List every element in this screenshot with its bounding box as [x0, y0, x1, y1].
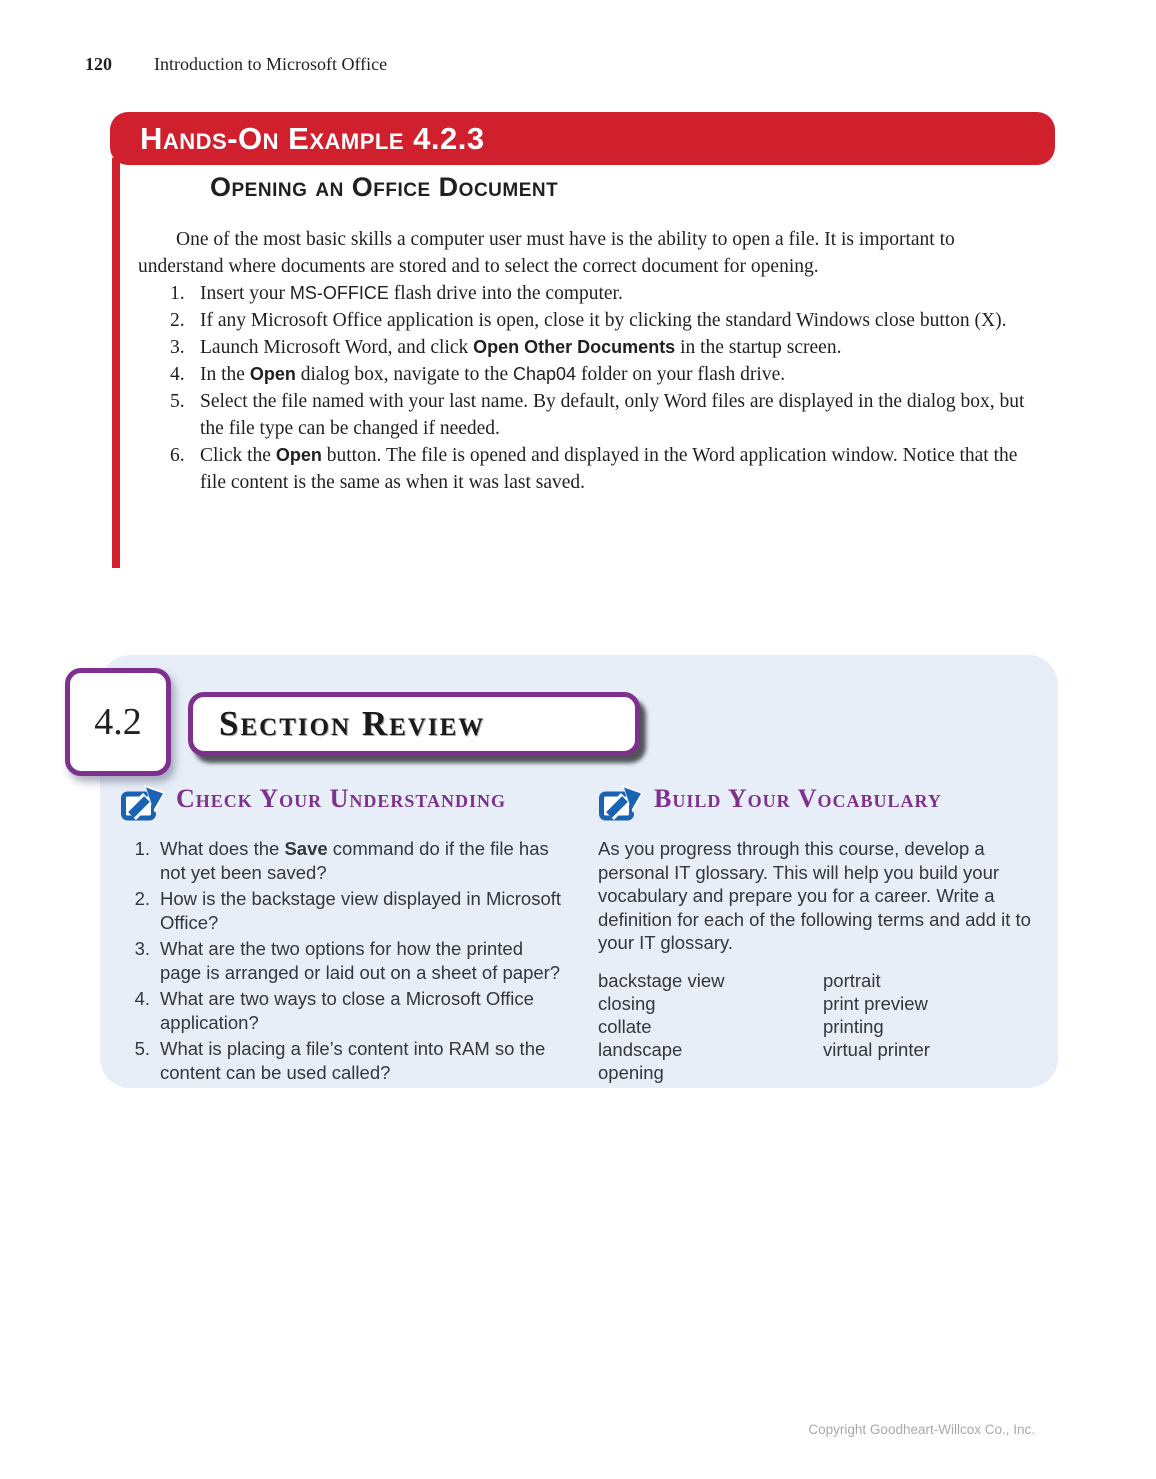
- vocab-term: collate: [598, 1015, 652, 1037]
- running-head: [85, 54, 387, 75]
- build-your-vocabulary-column: [598, 783, 1044, 1087]
- section-review-titlebox: [188, 692, 640, 756]
- hands-on-body: [138, 226, 1042, 496]
- vocab-term: backstage view: [598, 969, 725, 991]
- review-columns: [120, 783, 1044, 1087]
- vocab-term: portrait: [823, 969, 881, 991]
- build-your-vocabulary-header: [598, 783, 1044, 827]
- vocab-term: printing: [823, 1015, 884, 1037]
- page-number: 120: [85, 54, 112, 74]
- vocab-term: closing: [598, 992, 656, 1014]
- vocab-term: opening: [598, 1061, 664, 1083]
- question-item: What are the two options for how the printed page is arranged or laid out on a sheet of paper?: [160, 938, 561, 983]
- question-item: What are two ways to close a Microsoft Office application?: [160, 988, 534, 1033]
- question-item: What is placing a file’s content into RAM so the content can be used called?: [160, 1038, 546, 1083]
- copyright-line: Copyright Goodheart-Willcox Co., Inc.: [808, 1422, 1035, 1437]
- check-your-understanding-heading: Check Your Understanding: [176, 784, 507, 813]
- external-arrow-icon: [598, 785, 642, 827]
- hands-on-banner-label: Hands-On Example 4.2.3: [140, 121, 485, 156]
- step-item: If any Microsoft Office application is open, close it by clicking the standard Windows close button (X).: [200, 310, 1007, 331]
- vocab-term: print preview: [823, 992, 928, 1014]
- red-spine-rule: [112, 158, 120, 568]
- hands-on-steps: [138, 280, 1042, 496]
- running-title: Introduction to Microsoft Office: [154, 54, 388, 74]
- section-review-panel: [94, 655, 1058, 1088]
- check-your-understanding-column: [120, 783, 568, 1087]
- step-item: Click the Open button. The file is opened and displayed in the Word application window. Notice that the file content is the same as when it was last saved.: [200, 445, 1018, 493]
- vocabulary-intro: As you progress through this course, develop a personal IT glossary. This will help you build your vocabulary and prepare you for a career. Write a definition for each of the following terms and add it to your IT glossary.: [598, 838, 1031, 953]
- step-item: Select the file named with your last name. By default, only Word files are displayed in the dialog box, but the file type can be changed if needed.: [200, 391, 1025, 439]
- step-item: Insert your MS-OFFICE flash drive into the computer.: [200, 283, 623, 304]
- vocab-term: virtual printer: [823, 1038, 930, 1060]
- section-number-badge: [65, 668, 171, 776]
- vocabulary-terms-column-2: [823, 969, 930, 1084]
- external-arrow-icon: [120, 785, 164, 827]
- understanding-questions: [128, 837, 568, 1085]
- check-your-understanding-header: [120, 783, 568, 827]
- vocab-term: landscape: [598, 1038, 683, 1060]
- build-your-vocabulary-heading: Build Your Vocabulary: [654, 784, 942, 813]
- vocabulary-term-lists: [598, 969, 1044, 1084]
- step-item: Launch Microsoft Word, and click Open Other Documents in the startup screen.: [200, 337, 842, 358]
- question-item: How is the backstage view displayed in Microsoft Office?: [160, 888, 562, 933]
- vocabulary-terms-column-1: [598, 969, 823, 1084]
- step-item: In the Open dialog box, navigate to the Chap04 folder on your flash drive.: [200, 364, 786, 385]
- hands-on-title: Opening an Office Document: [210, 172, 559, 202]
- hands-on-intro: One of the most basic skills a computer user must have is the ability to open a file. It is important to understand where documents are stored and to select the correct document for opening.: [138, 229, 955, 277]
- section-number: 4.2: [94, 701, 142, 743]
- question-item: What does the Save command do if the file has not yet been saved?: [160, 838, 549, 883]
- hands-on-banner: [110, 112, 1055, 165]
- section-review-title: Section Review: [219, 704, 486, 743]
